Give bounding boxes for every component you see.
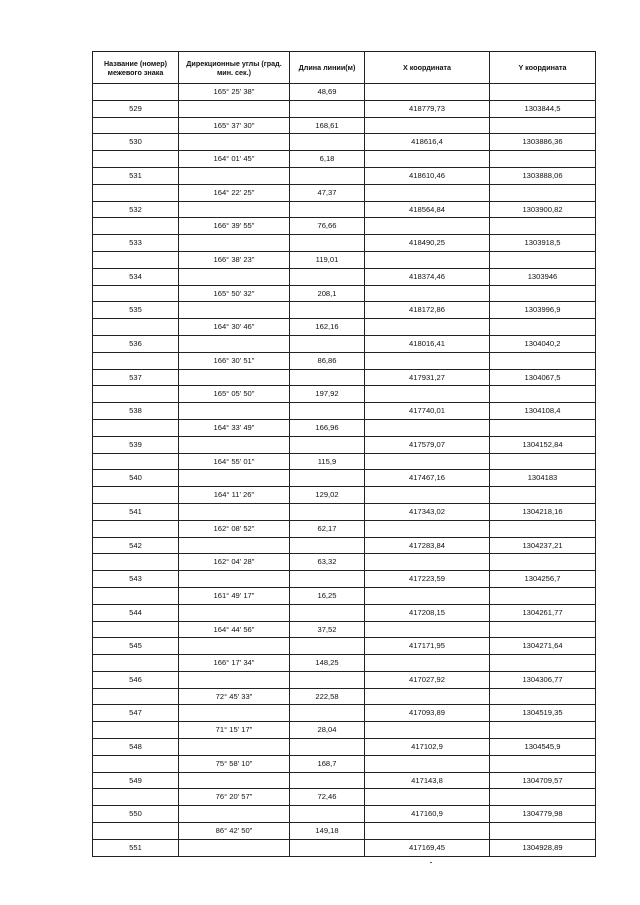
cell-bearing: 164° 22' 25" [179,184,290,201]
cell-bearing: 166° 17' 34" [179,655,290,672]
cell-y-coordinate [490,487,596,504]
cell-line-length: 86,86 [290,352,365,369]
cell-x-coordinate [365,520,490,537]
header-bearing: Дирекционные углы (град. мин. сек.) [179,52,290,84]
cell-bearing [179,403,290,420]
cell-x-coordinate: 418172,86 [365,302,490,319]
cell-x-coordinate: 418564,84 [365,201,490,218]
cell-bearing: 162° 08' 52" [179,520,290,537]
table-row [93,537,596,554]
cell-y-coordinate: 1304256,7 [490,571,596,588]
cell-x-coordinate [365,655,490,672]
cell-marker-name [93,218,179,235]
cell-line-length [290,470,365,487]
cell-line-length: 162,16 [290,319,365,336]
table-row [93,369,596,386]
cell-bearing [179,571,290,588]
cell-line-length: 16,25 [290,587,365,604]
table-row [93,218,596,235]
cell-y-coordinate [490,789,596,806]
cell-line-length: 197,92 [290,386,365,403]
cell-bearing: 161° 49' 17" [179,587,290,604]
cell-marker-name [93,487,179,504]
cell-y-coordinate: 1304218,16 [490,503,596,520]
cell-line-length: 6,18 [290,151,365,168]
cell-marker-name: 532 [93,201,179,218]
cell-y-coordinate: 1304152,84 [490,436,596,453]
cell-bearing: 164° 33' 49" [179,419,290,436]
cell-marker-name [93,184,179,201]
cell-y-coordinate: 1304067,5 [490,369,596,386]
cell-bearing [179,134,290,151]
cell-x-coordinate: 418610,46 [365,167,490,184]
cell-y-coordinate [490,151,596,168]
cell-line-length: 37,52 [290,621,365,638]
cell-marker-name [93,251,179,268]
table-row [93,520,596,537]
cell-line-length [290,571,365,588]
cell-marker-name: 548 [93,739,179,756]
cell-bearing: 164° 55' 01" [179,453,290,470]
table-row [93,319,596,336]
cell-y-coordinate [490,251,596,268]
cell-line-length [290,671,365,688]
table-row [93,503,596,520]
cell-marker-name [93,554,179,571]
cell-line-length: 148,25 [290,655,365,672]
table-row [93,436,596,453]
cell-line-length [290,806,365,823]
cell-marker-name [93,587,179,604]
cell-x-coordinate [365,823,490,840]
cell-x-coordinate: 418490,25 [365,235,490,252]
table-row [93,268,596,285]
cell-bearing [179,604,290,621]
header-marker-name: Название (номер) межевого знака [93,52,179,84]
cell-x-coordinate [365,184,490,201]
cell-y-coordinate: 1304779,98 [490,806,596,823]
table-row [93,789,596,806]
cell-y-coordinate [490,621,596,638]
cell-x-coordinate: 418779,73 [365,100,490,117]
cell-bearing: 164° 01' 45" [179,151,290,168]
cell-y-coordinate: 1304709,57 [490,772,596,789]
cell-marker-name [93,823,179,840]
cell-y-coordinate [490,722,596,739]
cell-x-coordinate [365,722,490,739]
cell-marker-name: 529 [93,100,179,117]
cell-line-length: 63,32 [290,554,365,571]
header-line-length: Длина линии(м) [290,52,365,84]
cell-marker-name [93,151,179,168]
table-row [93,84,596,101]
cell-y-coordinate [490,218,596,235]
cell-x-coordinate: 417343,02 [365,503,490,520]
cell-y-coordinate: 1304928,89 [490,839,596,856]
cell-y-coordinate: 1304306,77 [490,671,596,688]
cell-bearing [179,503,290,520]
cell-y-coordinate: 1304108,4 [490,403,596,420]
cell-x-coordinate: 418016,41 [365,335,490,352]
cell-x-coordinate [365,419,490,436]
cell-bearing [179,638,290,655]
table-row [93,100,596,117]
cell-x-coordinate: 417931,27 [365,369,490,386]
cell-bearing: 86° 42' 50" [179,823,290,840]
cell-bearing [179,671,290,688]
cell-y-coordinate [490,84,596,101]
cell-x-coordinate: 418616,4 [365,134,490,151]
cell-marker-name: 546 [93,671,179,688]
cell-marker-name [93,386,179,403]
cell-line-length: 129,02 [290,487,365,504]
cell-marker-name [93,419,179,436]
cell-line-length [290,638,365,655]
table-row [93,554,596,571]
cell-marker-name: 542 [93,537,179,554]
cell-x-coordinate [365,352,490,369]
cell-bearing: 165° 37' 30" [179,117,290,134]
cell-marker-name [93,688,179,705]
table-row [93,587,596,604]
cell-x-coordinate: 417208,15 [365,604,490,621]
cell-line-length [290,403,365,420]
cell-x-coordinate: 417740,01 [365,403,490,420]
cell-marker-name: 541 [93,503,179,520]
cell-marker-name: 545 [93,638,179,655]
cell-line-length [290,302,365,319]
cell-marker-name: 531 [93,167,179,184]
cell-bearing: 164° 44' 56" [179,621,290,638]
table-row [93,167,596,184]
cell-x-coordinate [365,688,490,705]
cell-bearing [179,806,290,823]
cell-bearing: 76° 20' 57" [179,789,290,806]
cell-y-coordinate [490,520,596,537]
coordinates-table [92,51,596,857]
table-row [93,151,596,168]
cell-y-coordinate [490,352,596,369]
cell-y-coordinate [490,755,596,772]
cell-y-coordinate: 1303900,82 [490,201,596,218]
cell-y-coordinate: 1304040,2 [490,335,596,352]
cell-y-coordinate: 1304519,35 [490,705,596,722]
table-row [93,235,596,252]
cell-x-coordinate: 417160,9 [365,806,490,823]
cell-bearing: 166° 39' 55" [179,218,290,235]
cell-line-length [290,335,365,352]
table-row [93,352,596,369]
table-row [93,453,596,470]
cell-bearing [179,335,290,352]
cell-marker-name [93,84,179,101]
table-row [93,722,596,739]
cell-marker-name [93,319,179,336]
cell-x-coordinate: 418374,46 [365,268,490,285]
cell-line-length: 62,17 [290,520,365,537]
cell-y-coordinate: 1304237,21 [490,537,596,554]
cell-bearing [179,772,290,789]
cell-x-coordinate [365,587,490,604]
table-row [93,772,596,789]
cell-bearing: 165° 25' 38" [179,84,290,101]
cell-marker-name [93,722,179,739]
cell-x-coordinate: 417579,07 [365,436,490,453]
cell-line-length: 222,58 [290,688,365,705]
cell-y-coordinate [490,823,596,840]
cell-bearing [179,302,290,319]
table-row [93,806,596,823]
cell-marker-name [93,520,179,537]
cell-marker-name: 551 [93,839,179,856]
cell-line-length [290,235,365,252]
cell-x-coordinate: 417143,8 [365,772,490,789]
cell-bearing: 164° 30' 46" [179,319,290,336]
cell-line-length: 166,96 [290,419,365,436]
cell-y-coordinate: 1304261,77 [490,604,596,621]
cell-y-coordinate [490,655,596,672]
cell-line-length [290,503,365,520]
cell-y-coordinate: 1304271,64 [490,638,596,655]
cell-y-coordinate: 1303844,5 [490,100,596,117]
table-row [93,117,596,134]
cell-bearing: 75° 58' 10" [179,755,290,772]
cell-marker-name [93,789,179,806]
cell-x-coordinate [365,755,490,772]
cell-bearing: 162° 04' 28" [179,554,290,571]
cell-line-length: 168,7 [290,755,365,772]
cell-line-length: 149,18 [290,823,365,840]
cell-line-length [290,739,365,756]
cell-marker-name: 543 [93,571,179,588]
cell-line-length [290,201,365,218]
table-row [93,470,596,487]
cell-line-length: 208,1 [290,285,365,302]
cell-bearing [179,470,290,487]
cell-marker-name [93,117,179,134]
table-row [93,638,596,655]
cell-y-coordinate [490,319,596,336]
table-row [93,671,596,688]
cell-line-length [290,839,365,856]
cell-x-coordinate [365,453,490,470]
cell-bearing [179,268,290,285]
cell-y-coordinate [490,117,596,134]
cell-marker-name: 540 [93,470,179,487]
cell-line-length [290,537,365,554]
cell-x-coordinate [365,117,490,134]
cell-marker-name [93,352,179,369]
cell-line-length [290,436,365,453]
cell-y-coordinate: 1303946 [490,268,596,285]
cell-marker-name: 544 [93,604,179,621]
table-row [93,134,596,151]
cell-marker-name: 534 [93,268,179,285]
table-row [93,823,596,840]
cell-x-coordinate: 417093,89 [365,705,490,722]
cell-line-length: 72,46 [290,789,365,806]
table-row [93,386,596,403]
cell-line-length: 76,66 [290,218,365,235]
cell-line-length [290,705,365,722]
cell-x-coordinate: 417027,92 [365,671,490,688]
cell-marker-name [93,755,179,772]
cell-line-length [290,369,365,386]
cell-y-coordinate: 1303888,06 [490,167,596,184]
cell-marker-name: 537 [93,369,179,386]
cell-y-coordinate [490,587,596,604]
cell-marker-name [93,285,179,302]
cell-bearing: 165° 05' 50" [179,386,290,403]
cell-y-coordinate [490,688,596,705]
cell-x-coordinate [365,386,490,403]
table-row [93,571,596,588]
cell-x-coordinate [365,285,490,302]
table-row [93,839,596,856]
cell-bearing [179,839,290,856]
cell-line-length [290,772,365,789]
cell-x-coordinate [365,151,490,168]
cell-line-length: 119,01 [290,251,365,268]
table-row [93,655,596,672]
table-header-row [93,52,596,84]
cell-marker-name [93,453,179,470]
cell-marker-name: 550 [93,806,179,823]
cell-marker-name: 530 [93,134,179,151]
cell-x-coordinate: 417467,16 [365,470,490,487]
cell-y-coordinate: 1304183 [490,470,596,487]
table-body [93,84,596,857]
table-row [93,621,596,638]
cell-marker-name: 535 [93,302,179,319]
cell-x-coordinate: 417169,45 [365,839,490,856]
cell-x-coordinate [365,487,490,504]
table-row [93,705,596,722]
cell-line-length: 47,37 [290,184,365,201]
cell-x-coordinate [365,218,490,235]
cell-bearing [179,235,290,252]
cell-line-length [290,134,365,151]
cell-marker-name: 549 [93,772,179,789]
cell-line-length [290,268,365,285]
table-row [93,755,596,772]
cell-marker-name: 536 [93,335,179,352]
cell-x-coordinate [365,789,490,806]
header-x-coordinate: X координата [365,52,490,84]
cell-marker-name [93,655,179,672]
cell-bearing: 166° 38' 23" [179,251,290,268]
cell-y-coordinate: 1303886,36 [490,134,596,151]
table-row [93,487,596,504]
cell-line-length [290,167,365,184]
cell-x-coordinate: 417223,59 [365,571,490,588]
table-row [93,739,596,756]
cell-bearing: 71° 15' 17" [179,722,290,739]
table-row [93,302,596,319]
cell-x-coordinate [365,554,490,571]
cell-x-coordinate [365,251,490,268]
table-row [93,604,596,621]
cell-line-length [290,604,365,621]
cell-marker-name: 533 [93,235,179,252]
cell-y-coordinate [490,554,596,571]
cell-bearing [179,537,290,554]
cell-x-coordinate: 417102,9 [365,739,490,756]
cell-marker-name: 539 [93,436,179,453]
cell-bearing [179,436,290,453]
cell-bearing: 164° 11' 26" [179,487,290,504]
cell-x-coordinate [365,621,490,638]
header-y-coordinate: Y координата [490,52,596,84]
cell-bearing [179,739,290,756]
cell-marker-name [93,621,179,638]
table-row [93,184,596,201]
cell-y-coordinate [490,453,596,470]
cell-bearing [179,201,290,218]
cell-marker-name: 547 [93,705,179,722]
cell-y-coordinate: 1303996,9 [490,302,596,319]
cell-x-coordinate: 417171,95 [365,638,490,655]
cell-bearing [179,100,290,117]
table-row [93,251,596,268]
table-row [93,201,596,218]
cell-x-coordinate: 417283,84 [365,537,490,554]
cell-bearing [179,369,290,386]
cell-y-coordinate [490,419,596,436]
table-row [93,335,596,352]
cell-line-length [290,100,365,117]
table-row [93,419,596,436]
cell-line-length: 115,9 [290,453,365,470]
cell-bearing [179,705,290,722]
cell-y-coordinate [490,386,596,403]
cell-y-coordinate [490,184,596,201]
table-row [93,688,596,705]
cell-y-coordinate [490,285,596,302]
cell-y-coordinate: 1303918,5 [490,235,596,252]
table-row [93,285,596,302]
cell-line-length: 168,61 [290,117,365,134]
cell-marker-name: 538 [93,403,179,420]
cell-bearing: 166° 30' 51" [179,352,290,369]
cell-x-coordinate [365,319,490,336]
cell-bearing [179,167,290,184]
table-row [93,403,596,420]
cell-y-coordinate: 1304545,9 [490,739,596,756]
cell-bearing: 72° 45' 33" [179,688,290,705]
cell-bearing: 165° 50' 32" [179,285,290,302]
cell-line-length: 48,69 [290,84,365,101]
cell-line-length: 28,04 [290,722,365,739]
cell-x-coordinate [365,84,490,101]
page-mark [430,862,432,863]
